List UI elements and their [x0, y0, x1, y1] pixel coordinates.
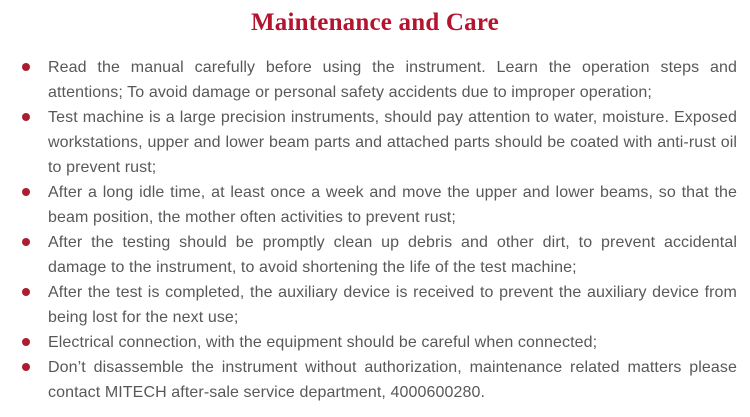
page-title: Maintenance and Care [251, 9, 499, 36]
list-item-text: After the testing should be promptly clean up debris and other dirt, to prevent accidental damage to the instrument, to avoid shortening the life of the test machine; [48, 234, 737, 276]
bullet-icon [22, 338, 30, 346]
list-item-text: Test machine is a large precision instruments, should pay attention to water, moisture. Exposed workstations, upper and lower beam parts and attached parts should be coated with anti-rust oil to prevent rust; [48, 109, 737, 176]
bullet-icon [22, 238, 30, 246]
list-item [22, 355, 737, 405]
list-item [22, 180, 737, 230]
bullet-icon [22, 63, 30, 71]
bullet-icon [22, 113, 30, 121]
list-item [22, 330, 737, 355]
list-item-text: Electrical connection, with the equipment should be careful when connected; [48, 334, 598, 351]
list-item [22, 230, 737, 280]
list-item-text: Don’t disassemble the instrument without authorization, maintenance related matters please contact MITECH after-sale service department, 4000600280. [48, 359, 737, 401]
maintenance-list [0, 55, 750, 405]
list-item-text: After the test is completed, the auxiliary device is received to prevent the auxiliary device from being lost for the next use; [48, 284, 737, 326]
bullet-icon [22, 288, 30, 296]
list-item [22, 280, 737, 330]
list-item [22, 105, 737, 180]
bullet-icon [22, 363, 30, 371]
list-item-text: Read the manual carefully before using the instrument. Learn the operation steps and attentions; To avoid damage or personal safety accidents due to improper operation; [48, 59, 737, 101]
bullet-icon [22, 188, 30, 196]
list-item-text: After a long idle time, at least once a week and move the upper and lower beams, so that the beam position, the mother often activities to prevent rust; [48, 184, 737, 226]
list-item [22, 55, 737, 105]
